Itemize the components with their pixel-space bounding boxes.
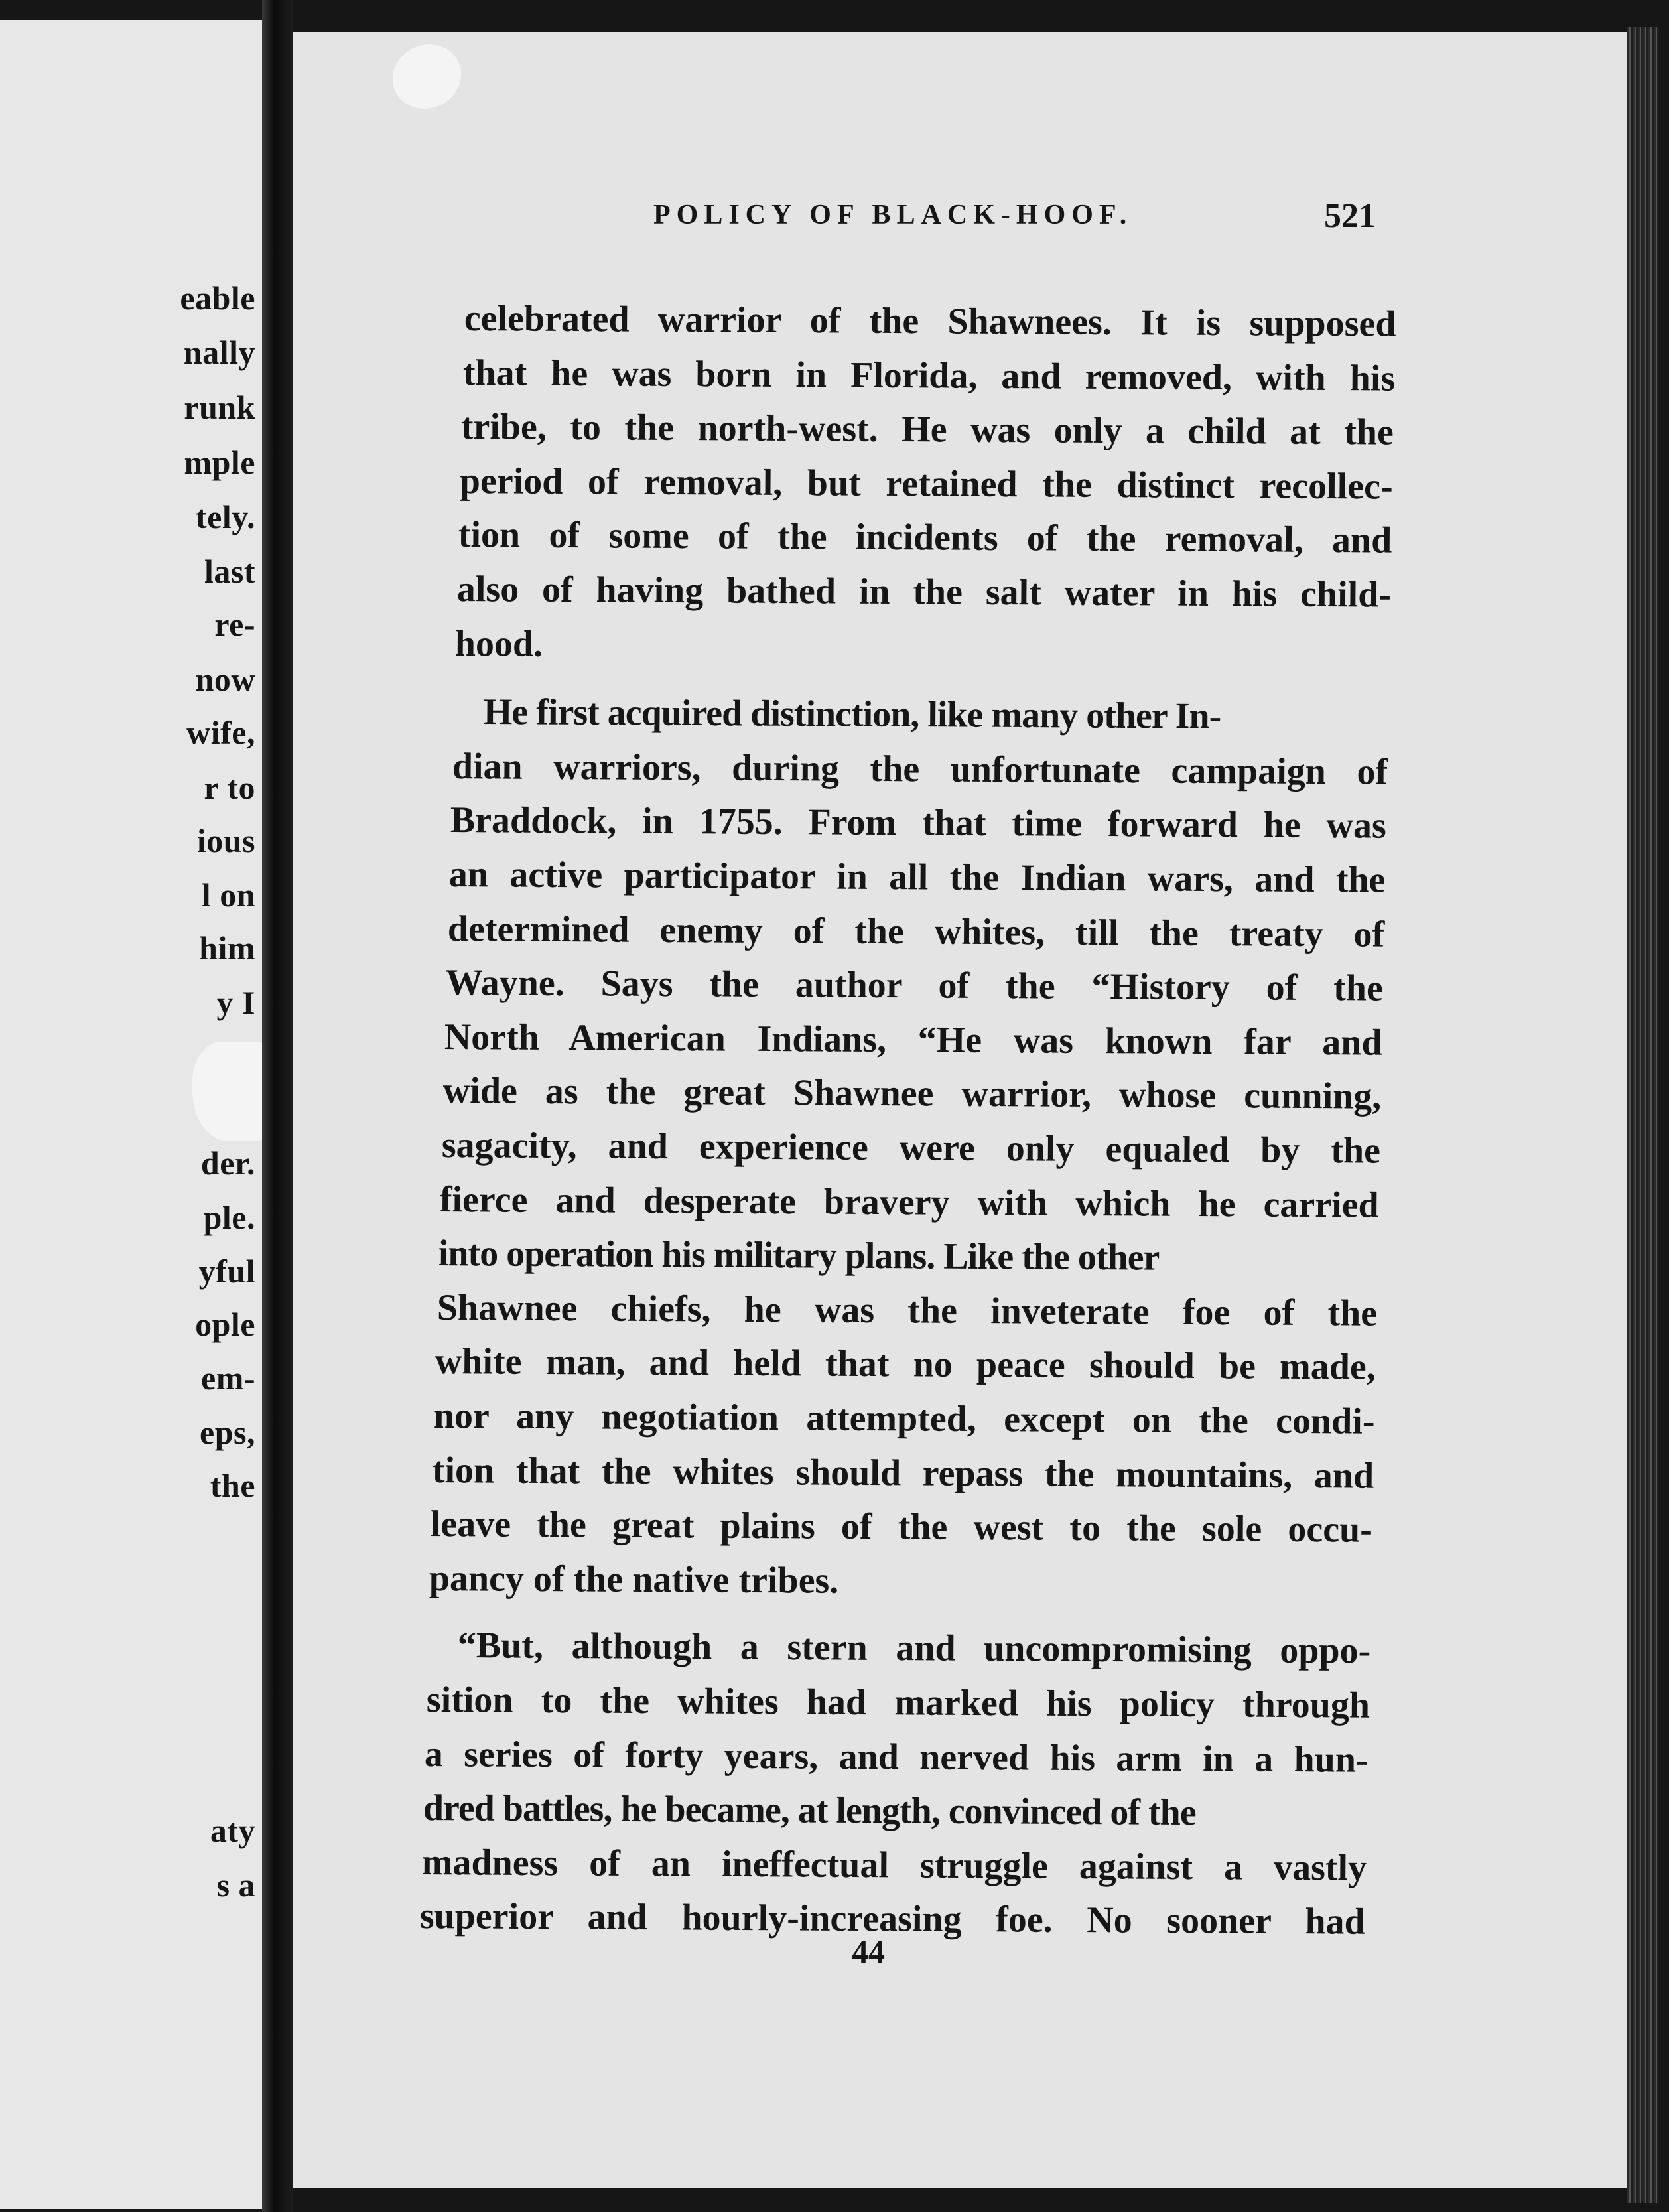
left-page-line: der.	[200, 1144, 255, 1182]
left-page-line: last	[204, 553, 255, 590]
running-head: POLICY OF BLACK-HOOF.	[653, 200, 1133, 230]
left-page-line: runk	[184, 389, 255, 426]
body-line: white man, and held that no peace should be made,	[434, 1341, 1376, 1389]
paper-blemish	[192, 1042, 262, 1141]
body-line: sition to the whites had marked his policy through	[426, 1679, 1370, 1726]
left-page-line: eps,	[200, 1414, 255, 1451]
left-page-line: yful	[198, 1253, 255, 1290]
signature-mark: 44	[852, 1933, 885, 1970]
left-page-line: re-	[214, 606, 255, 643]
body-line: hood.	[454, 622, 543, 665]
body-line: an active participator in all the Indian wars, and the	[448, 854, 1386, 901]
body-line: determined enemy of the whites, till the treaty of	[447, 908, 1385, 955]
left-page-line: the	[210, 1467, 255, 1504]
left-page	[0, 20, 262, 2209]
body-line: that he was born in Florida, and removed, with his	[462, 352, 1396, 399]
body-line: a series of forty years, and nerved his arm in a hun-	[424, 1733, 1369, 1781]
left-page-line: wife,	[186, 714, 255, 751]
body-line: also of having bathed in the salt water in his child-	[456, 569, 1391, 616]
body-line: tion of some of the incidents of the removal, and	[458, 514, 1392, 561]
body-line: tion that the whites should repass the mountains, and	[432, 1449, 1374, 1497]
left-page-line: y I	[216, 984, 255, 1021]
body-line: into operation his military plans. Like the other	[438, 1233, 1160, 1279]
left-page-line: eable	[180, 279, 255, 316]
body-line: period of removal, but retained the distinct recollec-	[459, 460, 1393, 508]
left-page-line: l on	[201, 876, 255, 914]
left-page-line: nally	[183, 334, 255, 371]
body-line: nor any negotiation attempted, except on the condi-	[433, 1395, 1375, 1442]
body-line: Braddock, in 1755. From that time forward he was	[450, 799, 1387, 847]
body-line: North American Indians, “He was known far and	[444, 1016, 1382, 1064]
body-line: wide as the great Shawnee warrior, whose cunning,	[442, 1070, 1382, 1118]
left-page-line: tely.	[196, 498, 255, 535]
left-page-line: mple	[184, 444, 255, 481]
body-line: fierce and desperate bravery with which he carried	[439, 1178, 1380, 1226]
body-line: tribe, to the north-west. He was only a child at the	[461, 406, 1394, 453]
body-line: “But, although a stern and uncompromising oppo-	[457, 1625, 1371, 1672]
body-line: Shawnee chiefs, he was the inveterate foe of the	[436, 1286, 1377, 1334]
book-gutter	[262, 0, 293, 2212]
left-page-line: ious	[196, 822, 255, 859]
page-number: 521	[1324, 197, 1376, 235]
left-page-line: r to	[204, 769, 255, 806]
left-page-line: ple.	[203, 1199, 255, 1236]
left-page-line: em-	[201, 1359, 255, 1397]
left-page-line: aty	[210, 1812, 255, 1849]
left-page-line: now	[195, 661, 255, 698]
body-line: celebrated warrior of the Shawnees. It is supposed	[464, 298, 1396, 345]
left-page-line: him	[199, 930, 255, 967]
page-edges	[1627, 27, 1659, 2203]
body-line: Wayne. Says the author of the “History of the	[446, 962, 1384, 1009]
body-line: He first acquired distinction, like many other In-	[483, 691, 1221, 737]
body-line: superior and hourly-increasing foe. No sooner had	[419, 1896, 1366, 1943]
body-line: madness of an ineffectual struggle against a vastly	[421, 1841, 1367, 1889]
paper-blemish	[382, 33, 472, 119]
body-line: pancy of the native tribes.	[429, 1557, 839, 1602]
body-line: dian warriors, during the unfortunate campaign of	[452, 745, 1388, 793]
left-page-line: ople	[195, 1306, 255, 1343]
left-page-line: s a	[216, 1866, 255, 1903]
body-line: sagacity, and experience were only equaled by the	[441, 1125, 1380, 1172]
body-line: leave the great plains of the west to the sole occu-	[431, 1503, 1373, 1551]
body-line: dred battles, he became, at length, convinced of the	[423, 1787, 1196, 1834]
